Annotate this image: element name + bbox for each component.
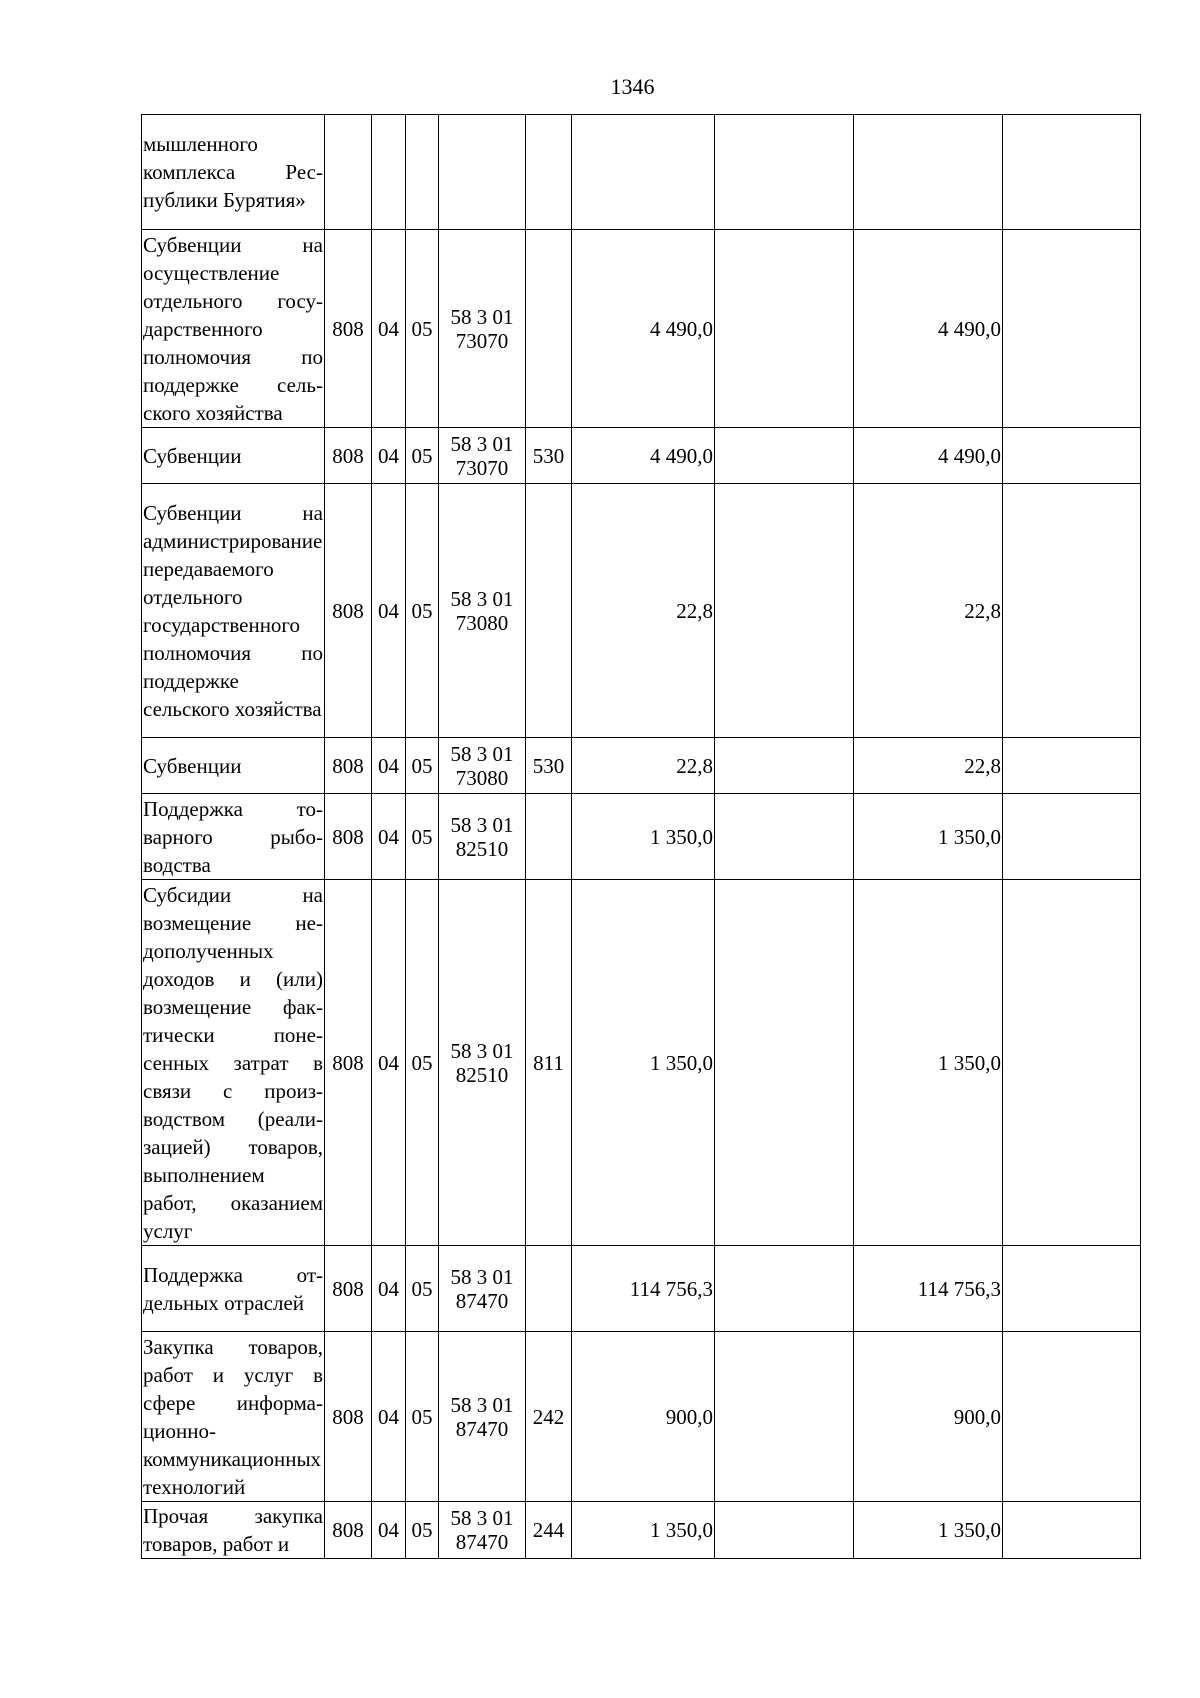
amount-2 <box>715 115 854 230</box>
target-article-code: 58 3 01 73070 <box>439 428 526 484</box>
expense-type-code: 530 <box>526 428 572 484</box>
table-row <box>142 484 1141 738</box>
amount-1: 4 490,0 <box>572 230 715 428</box>
table-row <box>142 1246 1141 1332</box>
expense-type-code <box>526 115 572 230</box>
table-row <box>142 115 1141 230</box>
target-article-code: 58 3 01 73080 <box>439 738 526 794</box>
target-article-code: 58 3 01 82510 <box>439 880 526 1246</box>
row-name: Прочая закупка товаров, работ и <box>142 1502 325 1559</box>
amount-4 <box>1003 1502 1141 1559</box>
section-code: 04 <box>372 1332 406 1502</box>
amount-2 <box>715 484 854 738</box>
amount-3 <box>854 115 1003 230</box>
target-article-code: 58 3 01 87470 <box>439 1246 526 1332</box>
target-article-code: 58 3 01 87470 <box>439 1502 526 1559</box>
admin-code: 808 <box>325 738 372 794</box>
admin-code: 808 <box>325 794 372 880</box>
amount-4 <box>1003 794 1141 880</box>
subsection-code: 05 <box>406 484 439 738</box>
amount-3: 4 490,0 <box>854 230 1003 428</box>
amount-2 <box>715 428 854 484</box>
amount-4 <box>1003 115 1141 230</box>
row-name: Субвенции на осуществление отдельного государственного полномочия по поддержке сельского хозяйства <box>142 230 325 428</box>
admin-code: 808 <box>325 230 372 428</box>
section-code: 04 <box>372 1246 406 1332</box>
amount-1: 22,8 <box>572 484 715 738</box>
amount-1: 114 756,3 <box>572 1246 715 1332</box>
subsection-code: 05 <box>406 880 439 1246</box>
expense-type-code: 244 <box>526 1502 572 1559</box>
table-row <box>142 428 1141 484</box>
amount-2 <box>715 1502 854 1559</box>
target-article-code: 58 3 01 87470 <box>439 1332 526 1502</box>
amount-4 <box>1003 1332 1141 1502</box>
row-name: мышленного комплекса Республики Бурятия» <box>142 115 325 230</box>
row-name: Поддержка товарного рыбоводства <box>142 794 325 880</box>
subsection-code: 05 <box>406 1332 439 1502</box>
amount-3: 114 756,3 <box>854 1246 1003 1332</box>
table-body <box>142 115 1141 1559</box>
subsection-code: 05 <box>406 230 439 428</box>
amount-1: 4 490,0 <box>572 428 715 484</box>
subsection-code: 05 <box>406 1502 439 1559</box>
amount-2 <box>715 794 854 880</box>
admin-code: 808 <box>325 1246 372 1332</box>
amount-2 <box>715 738 854 794</box>
target-article-code <box>439 115 526 230</box>
admin-code <box>325 115 372 230</box>
expense-type-code <box>526 794 572 880</box>
section-code: 04 <box>372 230 406 428</box>
amount-3: 4 490,0 <box>854 428 1003 484</box>
table-row <box>142 1332 1141 1502</box>
amount-1: 1 350,0 <box>572 1502 715 1559</box>
subsection-code <box>406 115 439 230</box>
amount-4 <box>1003 484 1141 738</box>
row-name: Закупка товаров, работ и услуг в сфере информационно-коммуникационных технологий <box>142 1332 325 1502</box>
expense-type-code <box>526 1246 572 1332</box>
amount-4 <box>1003 1246 1141 1332</box>
amount-3: 1 350,0 <box>854 794 1003 880</box>
amount-1: 900,0 <box>572 1332 715 1502</box>
table-row <box>142 880 1141 1246</box>
table-row <box>142 794 1141 880</box>
amount-4 <box>1003 738 1141 794</box>
admin-code: 808 <box>325 880 372 1246</box>
amount-4 <box>1003 230 1141 428</box>
section-code: 04 <box>372 794 406 880</box>
target-article-code: 58 3 01 73070 <box>439 230 526 428</box>
row-name: Субсидии на возмещение недополученных доходов и (или) возмещение фактически понесенных затрат в связи с производством (реализацией) товаров, выполнением работ, оказанием услуг <box>142 880 325 1246</box>
subsection-code: 05 <box>406 1246 439 1332</box>
row-name: Субвенции <box>142 428 325 484</box>
table-row <box>142 1502 1141 1559</box>
subsection-code: 05 <box>406 794 439 880</box>
admin-code: 808 <box>325 1332 372 1502</box>
amount-4 <box>1003 428 1141 484</box>
amount-3: 900,0 <box>854 1332 1003 1502</box>
section-code: 04 <box>372 428 406 484</box>
table-row <box>142 230 1141 428</box>
amount-3: 1 350,0 <box>854 880 1003 1246</box>
budget-table <box>141 114 1141 1559</box>
section-code: 04 <box>372 1502 406 1559</box>
amount-3: 22,8 <box>854 484 1003 738</box>
amount-3: 22,8 <box>854 738 1003 794</box>
expense-type-code <box>526 484 572 738</box>
amount-2 <box>715 1332 854 1502</box>
expense-type-code: 530 <box>526 738 572 794</box>
expense-type-code <box>526 230 572 428</box>
amount-4 <box>1003 880 1141 1246</box>
amount-1: 1 350,0 <box>572 794 715 880</box>
amount-3: 1 350,0 <box>854 1502 1003 1559</box>
amount-1 <box>572 115 715 230</box>
table-row <box>142 738 1141 794</box>
target-article-code: 58 3 01 73080 <box>439 484 526 738</box>
row-name: Поддержка отдельных отраслей <box>142 1246 325 1332</box>
section-code: 04 <box>372 880 406 1246</box>
row-name: Субвенции на администрирование передаваемого отдельного государственного полномочия по поддержке сельского хозяйства <box>142 484 325 738</box>
section-code: 04 <box>372 484 406 738</box>
expense-type-code: 811 <box>526 880 572 1246</box>
section-code <box>372 115 406 230</box>
amount-2 <box>715 1246 854 1332</box>
subsection-code: 05 <box>406 738 439 794</box>
section-code: 04 <box>372 738 406 794</box>
admin-code: 808 <box>325 428 372 484</box>
page-number: 1346 <box>610 74 655 99</box>
amount-2 <box>715 230 854 428</box>
admin-code: 808 <box>325 484 372 738</box>
admin-code: 808 <box>325 1502 372 1559</box>
row-name: Субвенции <box>142 738 325 794</box>
amount-1: 22,8 <box>572 738 715 794</box>
expense-type-code: 242 <box>526 1332 572 1502</box>
subsection-code: 05 <box>406 428 439 484</box>
amount-1: 1 350,0 <box>572 880 715 1246</box>
target-article-code: 58 3 01 82510 <box>439 794 526 880</box>
amount-2 <box>715 880 854 1246</box>
